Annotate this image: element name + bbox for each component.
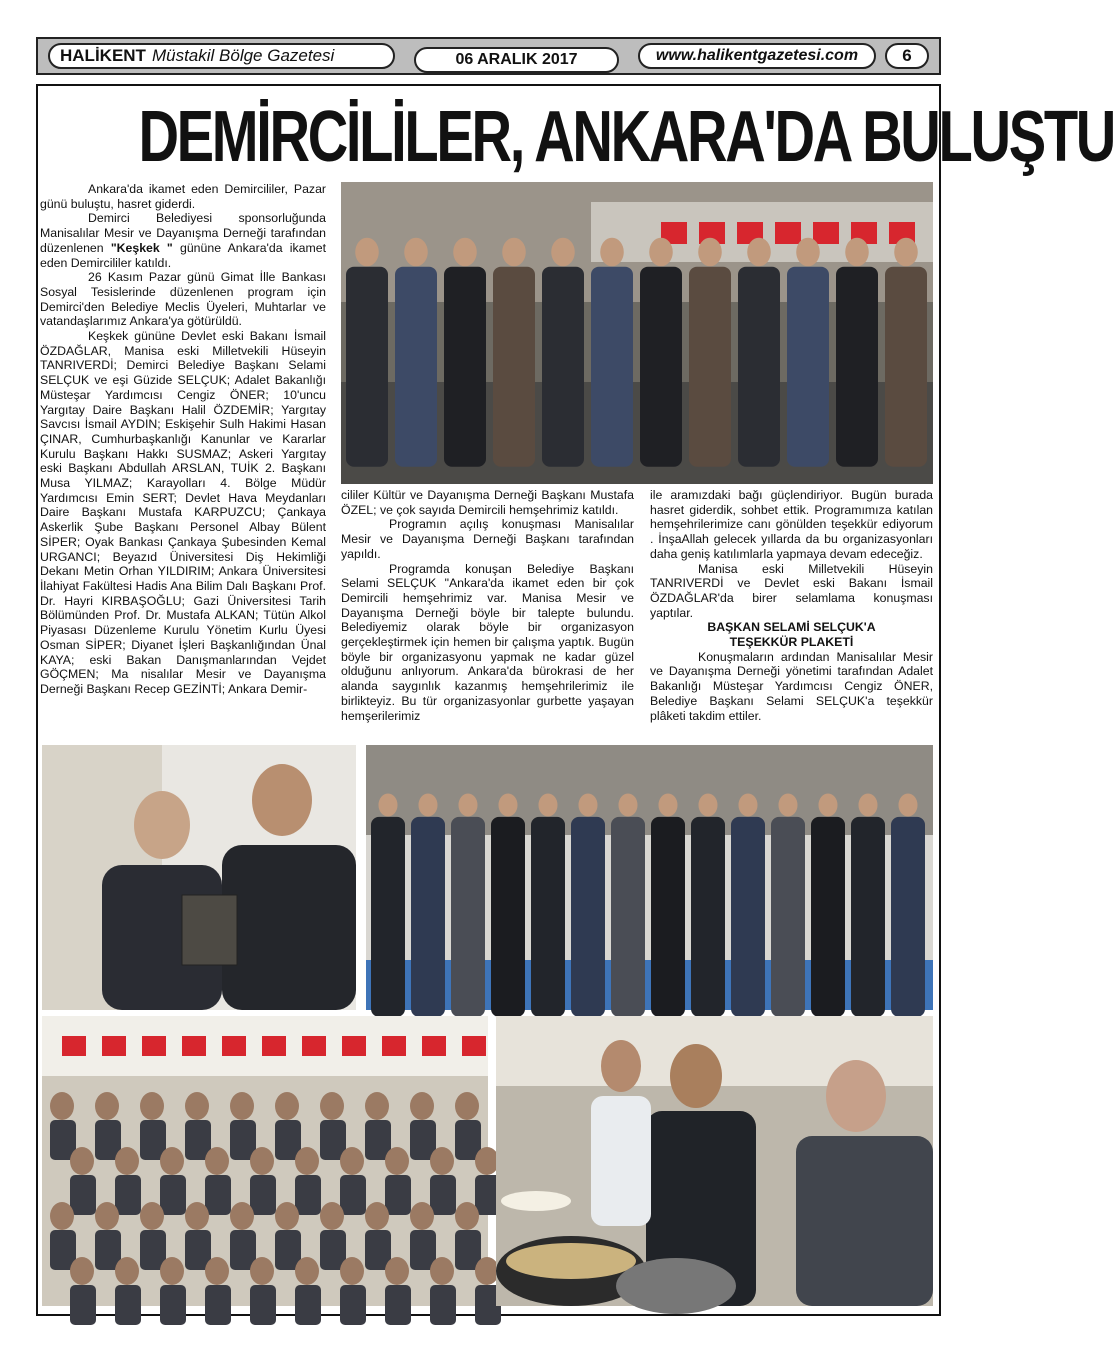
middle-column bbox=[341, 488, 634, 723]
photo-serving-keskek bbox=[496, 1016, 933, 1306]
paragraph: cililer Kültür ve Dayanışma Derneği Başkanı Mustafa ÖZEL; ve çok sayıda Demircili hemşehrimiz katıldı. bbox=[341, 488, 634, 517]
photo-group-with-folk-dancers bbox=[341, 182, 933, 484]
paper-subtitle: Müstakil Bölge Gazetesi bbox=[151, 46, 335, 65]
paragraph: Programın açılış konuşması Manisalılar Mesir ve Dayanışma Derneği Başkanı tarafından yapıldı. bbox=[341, 517, 634, 561]
paragraph: Programda konuşan Belediye Başkanı Selami SELÇUK "Ankara'da ikamet eden bir çok Demircili hemşehrimiz var. Manisa Mesir ve Dayanışma Derneği böyle bir talepte bulundu. Belediyemiz olarak böyle bir organizasyon gerçekleştirmek için hemen bir çalışma yaptık. Bugün böyle bir organizasyonu yapmak ne kadar güzel olduğunu anlıyorum. Ankara'da bürokrasi de her alanda saygınlık kazanmış hemşehrilerimiz ile birlikteyiz. Bu tür organizasyonlar gurbette yaşayan hemşerilerimiz bbox=[341, 561, 634, 723]
photo-group-standing bbox=[366, 745, 933, 1010]
paragraph: 26 Kasım Pazar günü Gimat İlle Bankası Sosyal Tesislerinde düzenlenen program için Demirci'den Belediye Meclis Üyeleri, Muhtarlar ve vatandaşlarımız Ankara'ya götürüldü. bbox=[40, 270, 326, 329]
website-link[interactable]: www.halikentgazetesi.com bbox=[638, 43, 876, 69]
left-column bbox=[40, 182, 326, 697]
paragraph: Manisa eski Milletvekili Hüseyin TANRIVERDİ ve Devlet eski Bakanı İsmail ÖZDAĞLAR'da birer selamlama konuşması yaptılar. bbox=[650, 561, 933, 620]
paragraph: Ankara'da ikamet eden Demircililer, Pazar günü buluştu, hasret giderdi. bbox=[40, 182, 326, 211]
paragraph: Konuşmaların ardından Manisalılar Mesir ve Dayanışma Derneği yönetimi tarafından Adalet Bakanlığı Müsteşar Yardımcısı Cengiz ÖNER, Belediye Başkanı Selami SELÇUK'a teşekkür plâketi takdim ettiler. bbox=[650, 649, 933, 723]
subheading: TEŞEKKÜR PLAKETİ bbox=[729, 635, 854, 650]
paper-name: HALİKENT bbox=[60, 46, 146, 65]
issue-date: 06 ARALIK 2017 bbox=[414, 47, 619, 73]
page-header bbox=[36, 37, 941, 75]
paragraph: Demirci Belediyesi sponsorluğunda Manisalılar Mesir ve Dayanışma Derneği tarafından düzenlenen "Keşkek " gününe Ankara'da ikamet eden Demircililer katıldı. bbox=[40, 211, 327, 270]
headline: DEMİRCİLİLER, ANKARA'DA BULUŞTU bbox=[138, 97, 1114, 177]
paragraph: Keşkek gününe Devlet eski Bakanı İsmail ÖZDAĞLAR, Manisa eski Milletvekili Hüseyin TANRIVERDİ; Demirci Belediye Başkanı Selami SELÇUK ve eşi Güzide SELÇUK; Adalet Bakanlığı Müsteşar Yardımcısı Cengiz ÖNER; 10'uncu Yargıtay Daire Başkanı Halil ÖZDEMİR; Yargıtay Savcısı İsmail AYDIN; Eskişehir Sulh Hakimi Hasan ÇINAR, Cumhurbaşkanlığı Kanunlar ve Kararlar Kurulu Başkanı Hakkı SUSMAZ; Askeri Yargıtay eski Başkanı Abdullah ARSLAN, TUİK 2. Başkanı Musa YILMAZ; Karayolları 4. Bölge Müdür Yardımcısı Emin SERT; Devlet Hava Meydanları Daire Başkanı Mustafa KARPUZCU; Çankaya Askerlik Şube Başkanı Personel Albay Bülent SİPER; Oyak Bankası Çankaya Şubesinden Kemal URGANCI; Beyazıd Üniversitesi Diş Hekimliği Dekanı Metin Orhan YILDIRIM; Ankara Üniversitesi İlahiyat Fakültesi Hadis Ana Bilim Dalı Başkanı Prof. Dr. Hayri KIRBAŞOĞLU; Gazi Üniversitesi Tarih Bölümünden Prof. Dr. Mustafa ALKAN; Tütün Alkol Piyasası Düzenleme Kurulu Yönetim Kurlu Üyesi Osman SİPER; Diyanet İşleri Başkanlığından Ünal KAYA; eski Bakan Danışmanlarından Vejdet GÖÇMEN; Ma nisalılar Mesir ve Dayanışma Derneği Başkanı Recep GEZİNTİ; Ankara Demir- bbox=[40, 329, 326, 696]
photo-plaque-presentation bbox=[42, 745, 356, 1010]
subheading: BAŞKAN SELAMİ SELÇUK'A bbox=[707, 620, 876, 635]
page-number: 6 bbox=[885, 43, 929, 69]
paragraph: ile aramızdaki bağı güçlendiriyor. Bugün burada hasret giderdik, sohbet ettik. Programımıza katılan hemşehrilerimize canı gönülden teşekkür ediyorum . İnşaAllah gelecek yıllarda da bu organizasyonları daha geniş katılımlarla yapmaya devam edeceğiz. bbox=[650, 488, 933, 561]
right-column bbox=[650, 488, 933, 723]
paper-name-pill bbox=[48, 43, 395, 69]
photo-crowd-in-hall bbox=[42, 1016, 488, 1306]
